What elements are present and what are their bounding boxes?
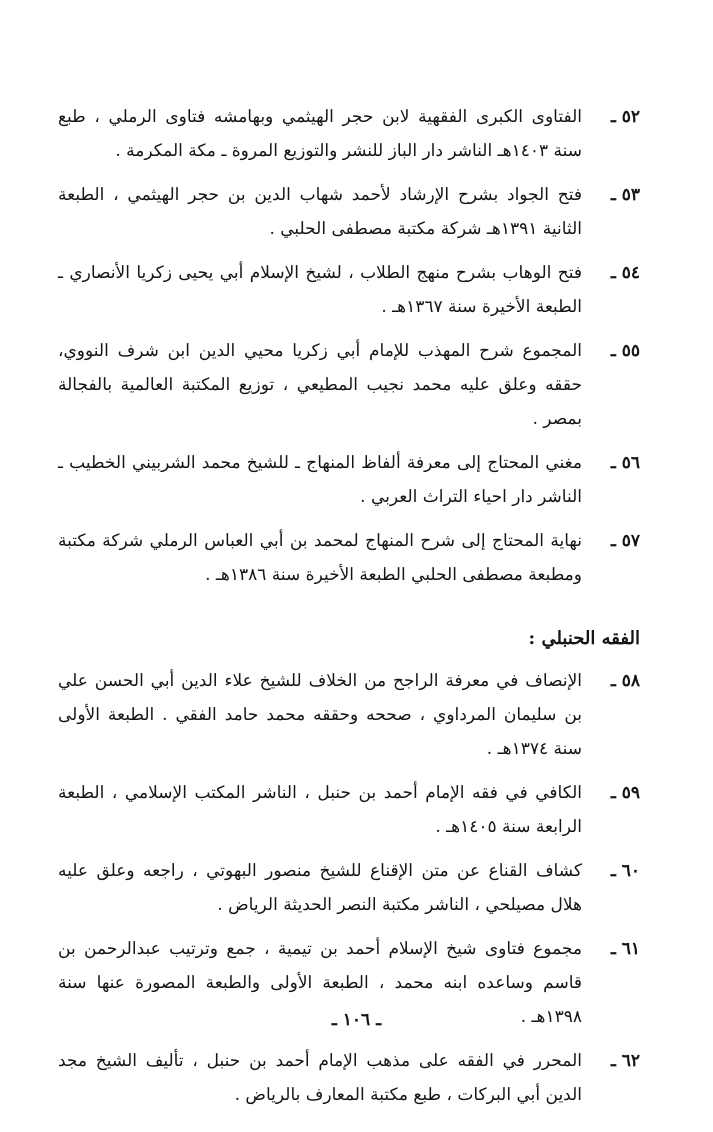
entry-number: ٥٧ ـ <box>610 531 640 551</box>
entry-number: ٥٩ ـ <box>610 783 640 803</box>
entry-number: ٦٠ ـ <box>610 861 640 881</box>
list-item <box>58 100 640 168</box>
entry-text: المجموع شرح المهذب للإمام أبي زكريا محيي الدين ابن شرف النووي، حققه وعلق عليه محمد نجيب المطيعي ، توزيع المكتبة العالمية بالفجالة بمصر . <box>58 341 582 429</box>
list-item <box>58 1044 640 1112</box>
entry-number: ٥٤ ـ <box>610 263 640 283</box>
entry-number: ٥٨ ـ <box>610 671 640 691</box>
entry-number: ٥٦ ـ <box>610 453 640 473</box>
entry-text: كشاف القناع عن متن الإقناع للشيخ منصور البهوتي ، راجعه وعلق عليه هلال مصيلحي ، الناشر مكتبة النصر الحديثة الرياض . <box>58 861 582 915</box>
entry-text: فتح الوهاب بشرح منهج الطلاب ، لشيخ الإسلام أبي يحيى زكريا الأنصاري ـ الطبعة الأخيرة سنة ١٣٦٧هـ . <box>58 263 582 317</box>
entry-text: نهاية المحتاج إلى شرح المنهاج لمحمد بن أبي العباس الرملي شركة مكتبة ومطبعة مصطفى الحلبي الطبعة الأخيرة سنة ١٣٨٦هـ . <box>58 531 582 585</box>
entry-text: مغني المحتاج إلى معرفة ألفاظ المنهاج ـ للشيخ محمد الشربيني الخطيب ـ الناشر دار احياء التراث العربي . <box>58 453 582 507</box>
entry-text: المحرر في الفقه على مذهب الإمام أحمد بن حنبل ، تأليف الشيخ مجد الدين أبي البركات ، طبع مكتبة المعارف بالرياض . <box>58 1051 582 1105</box>
list-item <box>58 178 640 246</box>
entry-text: الفتاوى الكبرى الفقهية لابن حجر الهيثمي وبهامشه فتاوى الرملي ، طبع سنة ١٤٠٣هـ الناشر دار الباز للنشر والتوزيع المروة ـ مكة المكرمة . <box>58 107 582 161</box>
entry-text: الإنصاف في معرفة الراجح من الخلاف للشيخ علاء الدين أبي الحسن علي بن سليمان المرداوي ، صححه وحققه محمد حامد الفقي . الطبعة الأولى سنة ١٣٧٤هـ . <box>58 671 582 759</box>
entry-number: ٦٢ ـ <box>610 1051 640 1071</box>
entry-number: ٥٥ ـ <box>610 341 640 361</box>
list-item <box>58 664 640 766</box>
entry-text: الكافي في فقه الإمام أحمد بن حنبل ، الناشر المكتب الإسلامي ، الطبعة الرابعة سنة ١٤٠٥هـ . <box>58 783 582 837</box>
page-number: ـ ١٠٦ ـ <box>331 1010 382 1030</box>
list-item <box>58 776 640 844</box>
entry-number: ٦١ ـ <box>610 939 640 959</box>
entry-number: ٥٣ ـ <box>610 185 640 205</box>
bibliography-page <box>58 100 640 1122</box>
list-item <box>58 334 640 436</box>
entry-text: مجموع فتاوى شيخ الإسلام أحمد بن تيمية ، جمع وترتيب عبدالرحمن بن قاسم وساعده ابنه محمد ، الطبعة الأولى والطبعة المصورة عنها سنة ١٣٩٨هـ . <box>58 939 582 1027</box>
entry-number: ٥٢ ـ <box>610 107 640 127</box>
list-item <box>58 854 640 922</box>
section-heading: الفقه الحنبلي : <box>528 628 640 649</box>
list-item <box>58 256 640 324</box>
list-item <box>58 446 640 514</box>
entry-text: فتح الجواد بشرح الإرشاد لأحمد شهاب الدين بن حجر الهيثمي ، الطبعة الثانية ١٣٩١هـ شركة مكتبة مصطفى الحلبي . <box>58 185 582 239</box>
list-item <box>58 524 640 592</box>
